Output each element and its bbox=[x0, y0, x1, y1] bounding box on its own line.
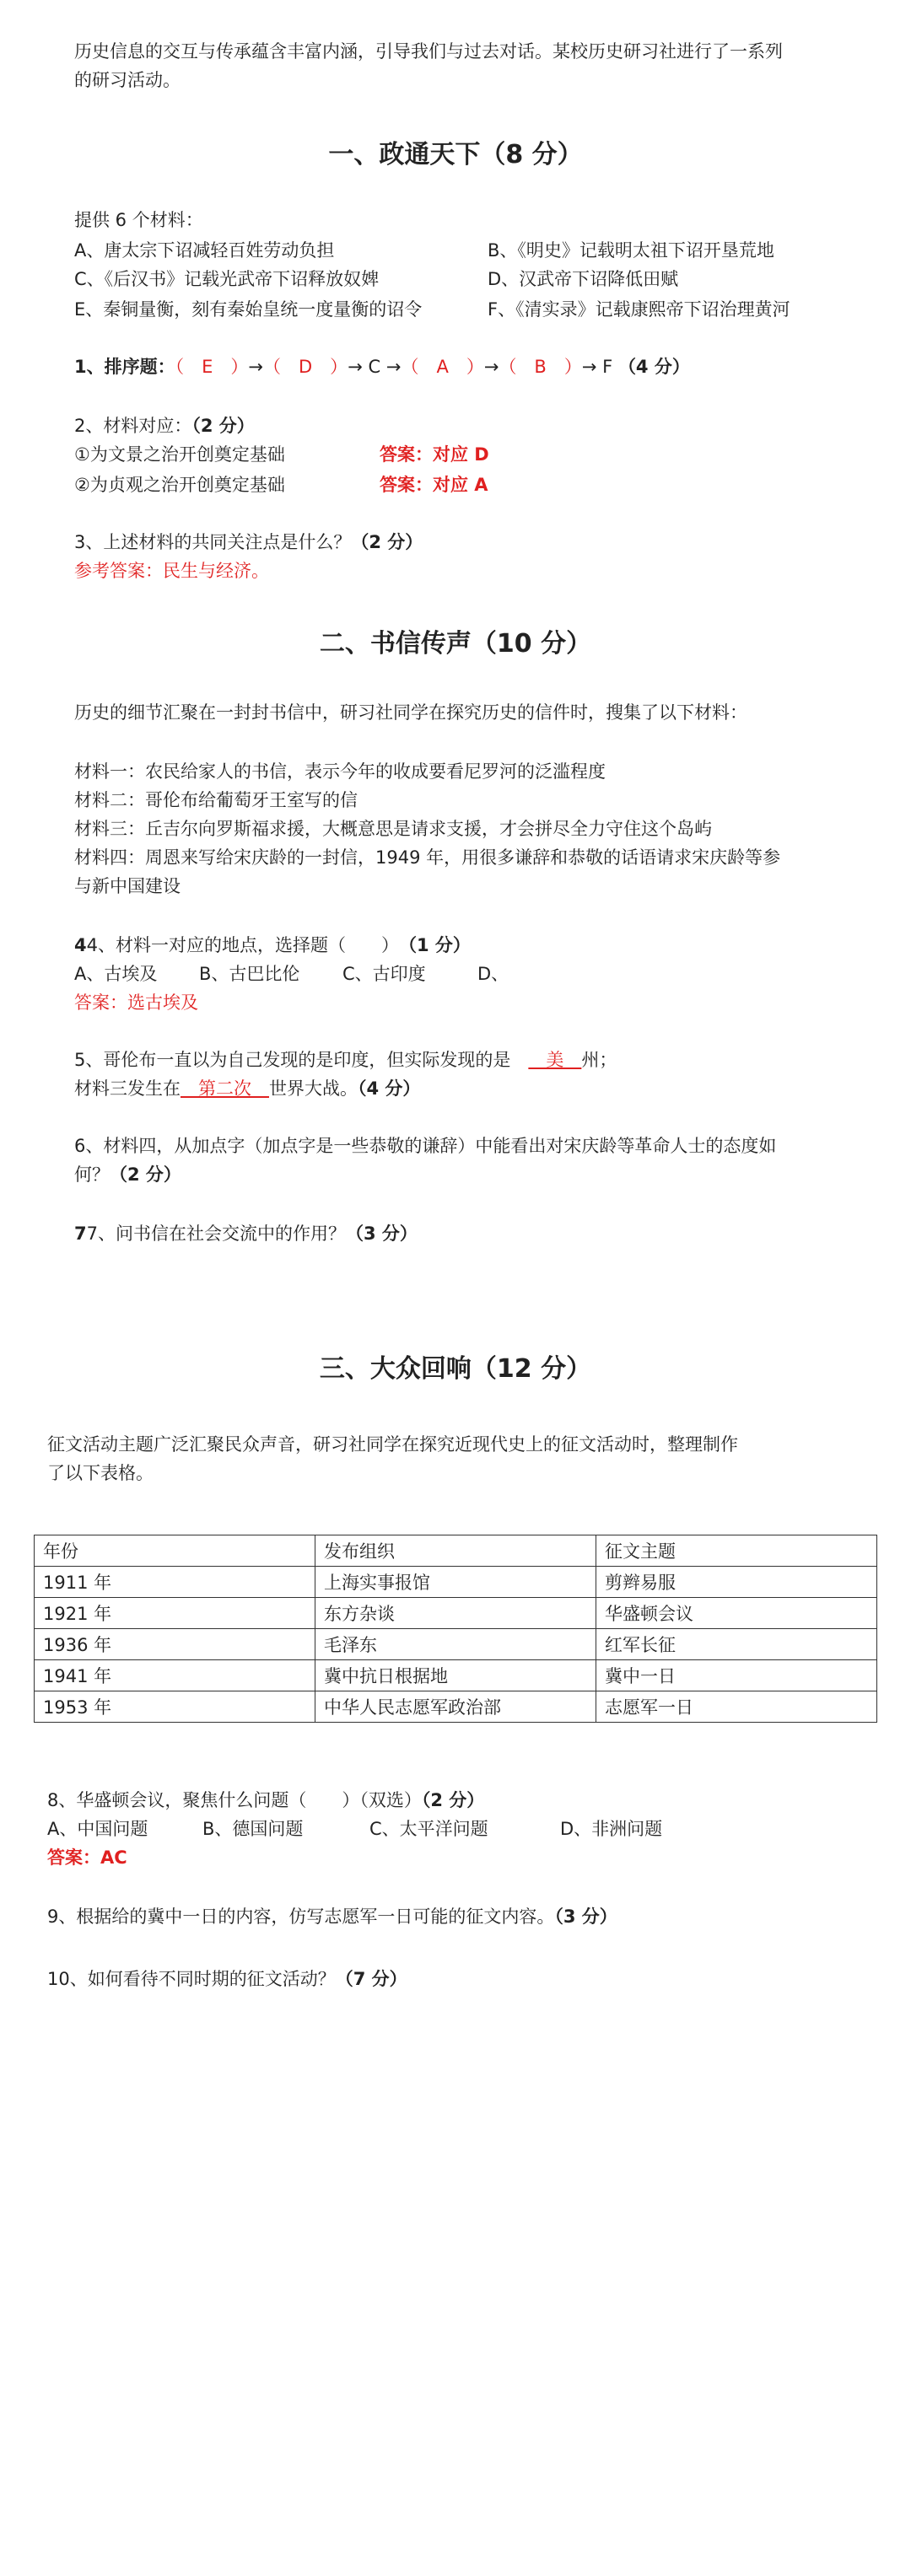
q1-arrow: → bbox=[248, 357, 264, 377]
s2-material-3: 材料三：丘吉尔向罗斯福求援，大概意思是请求支援，才会拼尽全力守住这个岛屿 bbox=[74, 819, 712, 839]
table-cell: 冀中一日 bbox=[596, 1660, 877, 1691]
q7-score: （3 分） bbox=[346, 1223, 418, 1244]
s3-intro-line-2: 了以下表格。 bbox=[47, 1463, 154, 1483]
section-1-title: 一、政通天下（8 分） bbox=[328, 140, 583, 169]
q8-option-c: C、太平洋问题 bbox=[369, 1819, 488, 1839]
table-header-year: 年份 bbox=[35, 1535, 315, 1567]
q5-blank-2: 第二次 bbox=[181, 1078, 269, 1099]
q5-text-1: 5、哥伦布一直以为自己发现的是印度，但实际发现的是 bbox=[74, 1050, 511, 1070]
q2-score: （2 分） bbox=[191, 416, 255, 436]
table-row bbox=[35, 1598, 877, 1629]
q7-label: 7、问书信在社会交流中的作用？ bbox=[86, 1223, 346, 1244]
table-cell: 志愿军一日 bbox=[596, 1691, 877, 1723]
q1-arrow: → bbox=[385, 357, 402, 377]
q1-arrow: → bbox=[483, 357, 499, 377]
q8-option-a: A、中国问题 bbox=[47, 1819, 148, 1839]
table-cell: 剪辫易服 bbox=[596, 1567, 877, 1598]
q8-option-b: B、德国问题 bbox=[202, 1819, 304, 1839]
q9-line bbox=[47, 1902, 617, 1931]
q4-heading bbox=[74, 931, 471, 960]
table-cell: 1921 年 bbox=[35, 1598, 315, 1629]
q10-label: 10、如何看待不同时期的征文活动？ bbox=[47, 1969, 336, 1989]
q2-item-1: ①为文景之治开创奠定基础 bbox=[74, 444, 285, 465]
q1-label: 1、排序题： bbox=[74, 357, 175, 377]
q1-answer-4: （ B ） bbox=[499, 357, 582, 377]
table-cell: 中华人民志愿军政治部 bbox=[315, 1691, 596, 1723]
table-cell: 1936 年 bbox=[35, 1629, 315, 1660]
table-cell: 1941 年 bbox=[35, 1660, 315, 1691]
q3-answer: 参考答案：民生与经济。 bbox=[74, 561, 269, 581]
s1-material-b: B、《明史》记载明太祖下诏开垦荒地 bbox=[488, 240, 774, 261]
q1-fixed-f: F bbox=[602, 357, 613, 377]
q4-option-d: D、 bbox=[477, 964, 509, 984]
table-cell: 冀中抗日根据地 bbox=[315, 1660, 596, 1691]
s1-prompt: 提供 6 个材料： bbox=[74, 210, 203, 230]
q4-answer: 答案：选古埃及 bbox=[74, 992, 198, 1013]
q6-line-2 bbox=[74, 1160, 181, 1189]
table-row bbox=[35, 1691, 877, 1723]
q6-score: （2 分） bbox=[110, 1164, 181, 1185]
q7-line bbox=[74, 1219, 418, 1248]
q4-label: 4、材料一对应的地点，选择题（ ） bbox=[86, 935, 391, 955]
q1-arrow: → bbox=[581, 357, 597, 377]
table-cell: 华盛顿会议 bbox=[596, 1598, 877, 1629]
s1-material-e: E、秦铜量衡，刻有秦始皇统一度量衡的诏令 bbox=[74, 299, 423, 320]
table-header-row bbox=[35, 1535, 877, 1567]
table-cell: 东方杂谈 bbox=[315, 1598, 596, 1629]
table-cell: 1911 年 bbox=[35, 1567, 315, 1598]
s1-material-a: A、唐太宗下诏减轻百姓劳动负担 bbox=[74, 240, 335, 261]
table-cell: 毛泽东 bbox=[315, 1629, 596, 1660]
s2-material-2: 材料二：哥伦布给葡萄牙王室写的信 bbox=[74, 790, 358, 810]
q5-text-2: 材料三发生在 bbox=[74, 1078, 181, 1099]
s3-intro-line-1: 征文活动主题广泛汇聚民众声音，研习社同学在探究近现代史上的征文活动时，整理制作 bbox=[47, 1434, 738, 1455]
intro-line-1: 历史信息的交互与传承蕴含丰富内涵，引导我们与过去对话。某校历史研习社进行了一系列 bbox=[74, 41, 783, 62]
table-row bbox=[35, 1567, 877, 1598]
section-2-title: 二、书信传声（10 分） bbox=[319, 629, 592, 659]
intro-line-2: 的研习活动。 bbox=[74, 70, 181, 90]
q5-line-2 bbox=[74, 1074, 420, 1103]
s2-material-4-cont: 与新中国建设 bbox=[74, 876, 181, 896]
table-cell: 红军长征 bbox=[596, 1629, 877, 1660]
q3-score: （2 分） bbox=[351, 532, 423, 552]
q5-score: （4 分） bbox=[358, 1078, 421, 1099]
q1-score: （4 分） bbox=[617, 357, 690, 377]
q9-label: 9、根据给的冀中一日的内容，仿写志愿军一日可能的征文内容。 bbox=[47, 1906, 555, 1927]
q8-option-d: D、非洲问题 bbox=[560, 1819, 663, 1839]
table-row bbox=[35, 1629, 877, 1660]
s2-material-1: 材料一：农民给家人的书信，表示今年的收成要看尼罗河的泛滥程度 bbox=[74, 761, 606, 782]
s1-material-f: F、《清实录》记载康熙帝下诏治理黄河 bbox=[488, 299, 790, 320]
table-header-organization: 发布组织 bbox=[315, 1535, 596, 1567]
q3-heading bbox=[74, 528, 423, 557]
q6-text-2: 何？ bbox=[74, 1164, 110, 1185]
q2-item-2: ②为贞观之治开创奠定基础 bbox=[74, 475, 285, 495]
q1-arrow: → bbox=[348, 357, 363, 377]
q2-answer-1: 答案：对应 D bbox=[380, 444, 489, 465]
section-3-title: 三、大众回响（12 分） bbox=[319, 1354, 592, 1384]
q4-number: 4 bbox=[74, 935, 87, 955]
q2-heading bbox=[74, 411, 255, 440]
table-cell: 上海实事报馆 bbox=[315, 1567, 596, 1598]
s1-material-c: C、《后汉书》记载光武帝下诏释放奴婢 bbox=[74, 269, 380, 289]
q7-number: 7 bbox=[74, 1223, 87, 1244]
table-header-theme: 征文主题 bbox=[596, 1535, 877, 1567]
q3-label: 3、上述材料的共同关注点是什么？ bbox=[74, 532, 352, 552]
q5-text-1b: 州； bbox=[581, 1050, 617, 1070]
table-row bbox=[35, 1660, 877, 1691]
q4-score: （1 分） bbox=[407, 935, 471, 955]
q5-blank-1: 美 bbox=[528, 1050, 582, 1070]
s2-intro: 历史的细节汇聚在一封封书信中，研习社同学在探究历史的信件时，搜集了以下材料： bbox=[74, 702, 747, 723]
q2-answer-2: 答案：对应 A bbox=[380, 475, 488, 495]
q1-sorting bbox=[74, 352, 690, 381]
q2-label: 2、材料对应： bbox=[74, 416, 192, 436]
q4-option-c: C、古印度 bbox=[342, 964, 426, 984]
q1-answer-1: （ E ） bbox=[175, 357, 249, 377]
q8-score: （2 分） bbox=[421, 1790, 485, 1810]
s2-material-4: 材料四：周恩来写给宋庆龄的一封信，1949 年，用很多谦辞和恭敬的话语请求宋庆龄等参 bbox=[74, 847, 781, 868]
table-cell: 1953 年 bbox=[35, 1691, 315, 1723]
q1-answer-2: （ D ） bbox=[263, 357, 348, 377]
q5-line-1 bbox=[74, 1046, 617, 1074]
q5-text-2b: 世界大战。 bbox=[269, 1078, 358, 1099]
essay-activity-table bbox=[34, 1535, 877, 1723]
s1-material-d: D、汉武帝下诏降低田赋 bbox=[488, 269, 679, 289]
q8-heading bbox=[47, 1786, 484, 1815]
q9-score: （3 分） bbox=[554, 1906, 617, 1927]
q10-line bbox=[47, 1965, 407, 1993]
q6-line-1: 6、材料四，从加点字（加点字是一些恭敬的谦辞）中能看出对宋庆龄等革命人士的态度如 bbox=[74, 1136, 777, 1156]
q1-fixed-c: C bbox=[368, 357, 381, 377]
q4-option-a: A、古埃及 bbox=[74, 964, 158, 984]
q8-answer: 答案：AC bbox=[47, 1847, 127, 1868]
q1-answer-3: （ A ） bbox=[401, 357, 484, 377]
q10-score: （7 分） bbox=[335, 1969, 407, 1989]
q4-option-b: B、古巴比伦 bbox=[199, 964, 300, 984]
q8-label: 8、华盛顿会议，聚焦什么问题（ ）（双选） bbox=[47, 1790, 422, 1810]
